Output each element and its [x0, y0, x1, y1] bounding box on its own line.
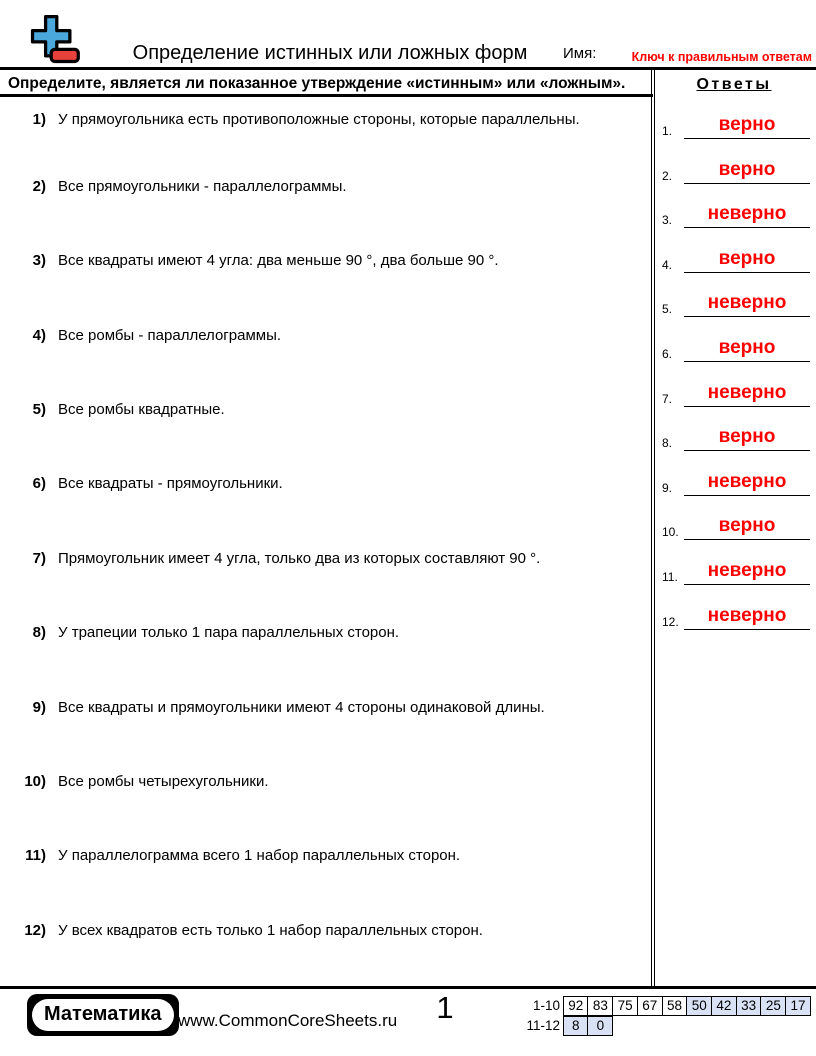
answer-blank-line[interactable]: неверно [684, 559, 810, 585]
score-cell: 58 [662, 996, 688, 1016]
question-text: У прямоугольника есть противоположные стороны, которые параллельны. [58, 111, 580, 128]
answer-blank-line[interactable]: верно [684, 425, 810, 451]
score-row [508, 996, 811, 1016]
question-number: 2) [32, 178, 46, 195]
question-number: 9) [32, 699, 46, 716]
answer-row [658, 335, 812, 362]
question-row [0, 698, 648, 717]
answer-blank-line[interactable]: верно [684, 247, 810, 273]
question-number: 12) [24, 922, 46, 939]
score-cell: 67 [637, 996, 663, 1016]
answer-row [658, 603, 812, 630]
score-cell: 25 [760, 996, 786, 1016]
question-row [0, 921, 648, 940]
page-title: Определение истинных или ложных форм [132, 42, 528, 64]
answer-number: 10. [662, 525, 679, 539]
answer-row [658, 513, 812, 540]
question-text: Все прямоугольники - параллелограммы. [58, 178, 347, 195]
score-cell: 33 [736, 996, 762, 1016]
score-cell: 42 [711, 996, 737, 1016]
question-row [0, 400, 648, 419]
score-cell: 92 [563, 996, 589, 1016]
header-rule [0, 67, 816, 70]
answer-row [658, 246, 812, 273]
question-row [0, 772, 648, 791]
question-text: Все квадраты имеют 4 угла: два меньше 90 °, два больше 90 °. [58, 252, 499, 269]
answer-number: 1. [662, 124, 673, 138]
answer-blank-line[interactable]: верно [684, 514, 810, 540]
answer-number: 11. [662, 570, 678, 584]
column-separator [651, 70, 655, 987]
question-text: Все квадраты и прямоугольники имеют 4 стороны одинаковой длины. [58, 699, 545, 716]
question-row [0, 846, 648, 865]
brand-logo [27, 994, 179, 1036]
answer-row [658, 290, 812, 317]
website-url[interactable]: www.CommonCoreSheets.ru [178, 1011, 398, 1030]
page-number: 1 [436, 990, 454, 1025]
answer-number: 5. [662, 302, 673, 316]
question-text: У всех квадратов есть только 1 набор параллельных сторон. [58, 922, 483, 939]
score-row-label: 11-12 [526, 1018, 560, 1033]
question-number: 1) [32, 111, 46, 128]
question-row [0, 623, 648, 642]
score-row [508, 1016, 811, 1036]
answer-row [658, 380, 812, 407]
score-cell: 50 [686, 996, 712, 1016]
answer-row [658, 201, 812, 228]
answer-row [658, 469, 812, 496]
answer-row [658, 157, 812, 184]
answer-blank-line[interactable]: неверно [684, 470, 810, 496]
question-number: 11) [25, 847, 46, 864]
question-text: Все ромбы квадратные. [58, 401, 225, 418]
answer-number: 12. [662, 615, 679, 629]
instruction-rule [0, 94, 653, 97]
answers-header: Ответы [696, 76, 772, 93]
question-row [0, 177, 648, 196]
answer-blank-line[interactable]: неверно [684, 202, 810, 228]
instruction-text: Определите, является ли показанное утверждение «истинным» или «ложным». [8, 75, 626, 92]
answer-blank-line[interactable]: верно [684, 113, 810, 139]
question-text: У трапеции только 1 пара параллельных сторон. [58, 624, 400, 641]
question-row [0, 474, 648, 493]
brand-logo-text: Математика [32, 999, 174, 1031]
answer-row [658, 424, 812, 451]
question-number: 6) [32, 475, 46, 492]
question-number: 8) [32, 624, 46, 641]
answer-blank-line[interactable]: неверно [684, 291, 810, 317]
score-row-label: 1-10 [532, 998, 560, 1013]
question-text: У параллелограмма всего 1 набор параллельных сторон. [58, 847, 461, 864]
question-text: Прямоугольник имеет 4 угла, только два из которых составляют 90 °. [58, 550, 541, 567]
question-row [0, 326, 648, 345]
question-row [0, 549, 648, 568]
answer-number: 3. [662, 213, 673, 227]
name-label: Имя: [563, 45, 597, 62]
question-number: 7) [32, 550, 46, 567]
score-cell: 0 [587, 1016, 613, 1036]
answer-number: 4. [662, 258, 673, 272]
answer-blank-line[interactable]: неверно [684, 604, 810, 630]
answer-number: 7. [662, 392, 673, 406]
score-cell: 8 [563, 1016, 589, 1036]
answer-blank-line[interactable]: неверно [684, 381, 810, 407]
answer-blank-line[interactable]: верно [684, 336, 810, 362]
question-text: Все квадраты - прямоугольники. [58, 475, 283, 492]
question-row [0, 251, 648, 270]
answer-key-link[interactable]: Ключ к правильным ответам [631, 50, 812, 64]
plus-minus-icon [26, 13, 82, 67]
score-cell: 75 [612, 996, 638, 1016]
answer-number: 2. [662, 169, 673, 183]
score-table [508, 996, 811, 1036]
question-number: 4) [32, 327, 46, 344]
question-text: Все ромбы четырехугольники. [58, 773, 269, 790]
question-text: Все ромбы - параллелограммы. [58, 327, 282, 344]
score-cell: 83 [587, 996, 613, 1016]
answer-blank-line[interactable]: верно [684, 158, 810, 184]
score-cell: 17 [785, 996, 811, 1016]
answer-number: 8. [662, 436, 673, 450]
question-number: 10) [24, 773, 46, 790]
answer-row [658, 112, 812, 139]
answer-row [658, 558, 812, 585]
footer-rule [0, 986, 816, 989]
question-number: 3) [32, 252, 46, 269]
answer-number: 6. [662, 347, 673, 361]
answer-number: 9. [662, 481, 673, 495]
question-row [0, 110, 648, 129]
question-number: 5) [32, 401, 46, 418]
